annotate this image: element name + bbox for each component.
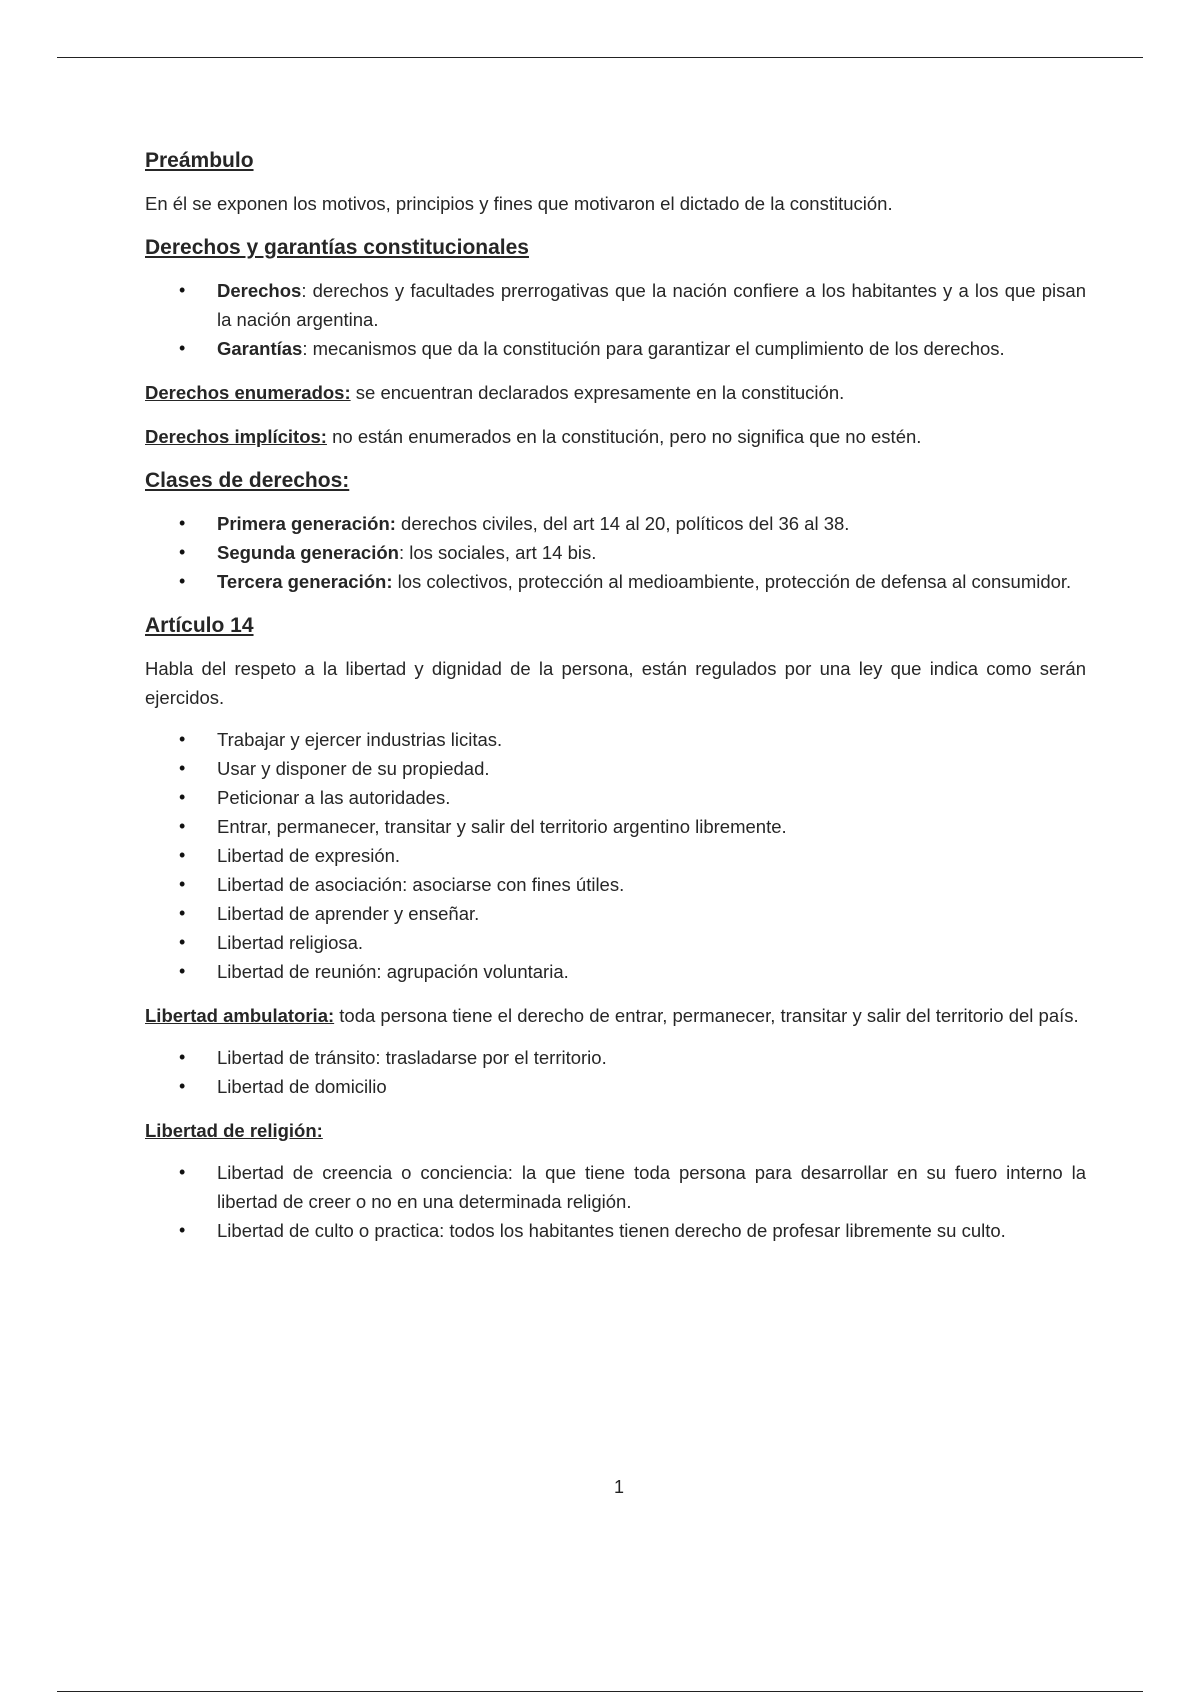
list-item-text: los colectivos, protección al medioambiente, protección de defensa al consumidor. — [392, 571, 1072, 592]
derechos-implicitos-para — [145, 422, 1086, 451]
preambulo-text: En él se exponen los motivos, principios y fines que motivaron el dictado de la constitución. — [145, 193, 893, 214]
list-item-text: : derechos y facultades prerrogativas que la nación confiere a los habitantes y a los que pisan la nación argentina. — [217, 280, 1086, 330]
list-item: • Libertad de culto o practica: todos los habitantes tienen derecho de profesar libremente su culto. — [217, 1216, 1086, 1245]
libertad-religion-list — [145, 1158, 1086, 1245]
list-item: • Trabajar y ejercer industrias licitas. — [217, 725, 1086, 754]
heading-derechos-garantias: Derechos y garantías constitucionales — [145, 236, 529, 259]
list-item: • Usar y disponer de su propiedad. — [217, 754, 1086, 783]
list-item-term: Primera generación: — [217, 513, 396, 534]
header-rule — [57, 57, 1143, 58]
libertad-religion-label: Libertad de religión: — [145, 1120, 323, 1141]
libertad-ambulatoria-text: toda persona tiene el derecho de entrar, permanecer, transitar y salir del territorio del país. — [334, 1005, 1079, 1026]
libertad-ambulatoria-para — [145, 1001, 1086, 1030]
derechos-implicitos-text: no están enumerados en la constitución, pero no significa que no estén. — [326, 426, 922, 447]
derechos-implicitos-label: Derechos implícitos: — [145, 426, 327, 447]
list-item-text: : mecanismos que da la constitución para garantizar el cumplimiento de los derechos. — [302, 338, 1005, 359]
derechos-enumerados-label: Derechos enumerados: — [145, 382, 351, 403]
list-item: • Libertad de reunión: agrupación voluntaria. — [217, 957, 1086, 986]
libertad-ambulatoria-list — [145, 1043, 1086, 1101]
list-item-term: Derechos — [217, 280, 302, 301]
list-item-term: Garantías — [217, 338, 303, 359]
list-item: • Entrar, permanecer, transitar y salir del territorio argentino libremente. — [217, 812, 1086, 841]
list-item-term: Tercera generación: — [217, 571, 393, 592]
list-item: • Libertad de expresión. — [217, 841, 1086, 870]
list-item — [217, 276, 1086, 334]
list-item — [217, 334, 1086, 363]
list-item: • Libertad de domicilio — [217, 1072, 1086, 1101]
derechos-enumerados-para — [145, 378, 1086, 407]
footer-rule — [57, 1691, 1143, 1692]
document-body — [145, 146, 1086, 1260]
list-item — [217, 538, 1086, 567]
list-item: • Libertad de creencia o conciencia: la que tiene toda persona para desarrollar en su fuero interno la libertad de creer o no en una determinada religión. — [217, 1158, 1086, 1216]
list-item: • Libertad de tránsito: trasladarse por el territorio. — [217, 1043, 1086, 1072]
libertad-religion-para — [145, 1116, 1086, 1145]
list-item-term: Segunda generación — [217, 542, 399, 563]
heading-articulo-14: Artículo 14 — [145, 614, 254, 637]
list-item: • Peticionar a las autoridades. — [217, 783, 1086, 812]
derechos-garantias-list — [145, 276, 1086, 363]
articulo-14-text: Habla del respeto a la libertad y dignidad de la persona, están regulados por una ley que indica como serán ejercidos. — [145, 658, 1086, 708]
list-item — [217, 567, 1086, 596]
list-item: • Libertad religiosa. — [217, 928, 1086, 957]
articulo-14-list — [145, 725, 1086, 986]
list-item-text: : los sociales, art 14 bis. — [398, 542, 597, 563]
list-item — [217, 509, 1086, 538]
page-number: 1 — [613, 1477, 624, 1497]
list-item-text: derechos civiles, del art 14 al 20, políticos del 36 al 38. — [395, 513, 850, 534]
derechos-enumerados-text: se encuentran declarados expresamente en la constitución. — [350, 382, 845, 403]
heading-preambulo: Preámbulo — [145, 149, 254, 172]
libertad-ambulatoria-label: Libertad ambulatoria: — [145, 1005, 335, 1026]
list-item: • Libertad de aprender y enseñar. — [217, 899, 1086, 928]
list-item: • Libertad de asociación: asociarse con fines útiles. — [217, 870, 1086, 899]
heading-clases-derechos: Clases de derechos: — [145, 469, 350, 492]
clases-derechos-list — [145, 509, 1086, 596]
